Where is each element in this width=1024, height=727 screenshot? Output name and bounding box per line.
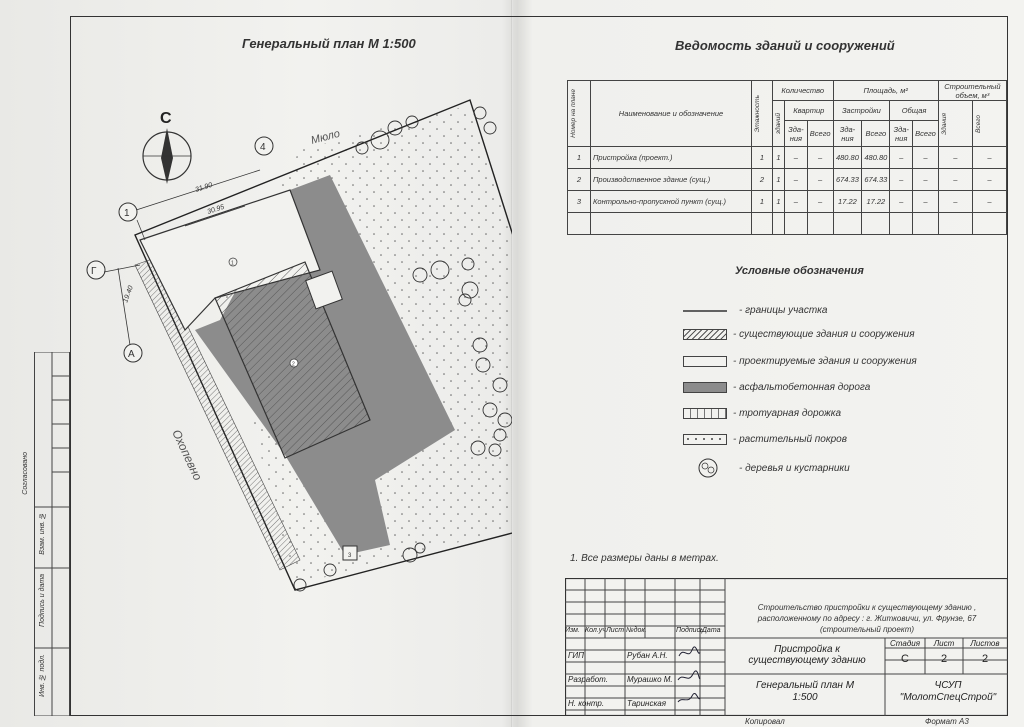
sheets-value: 2 <box>981 653 989 665</box>
row-floors: 2 <box>752 169 773 191</box>
vegetation-swatch <box>683 434 727 445</box>
copied-label: Копировал <box>745 717 785 726</box>
axis-4: 4 <box>260 142 266 153</box>
dev-role: Разработ. <box>568 675 608 684</box>
project-name: Строительство пристройки к существующему зданию , расположенному по адресу : г. Житковичи, ул. Фрунзе, 67 (строительный проект) <box>757 603 977 634</box>
col-floors-header: Этажность <box>754 94 761 133</box>
sub-total-header: Общая <box>890 101 939 121</box>
table-row-empty <box>568 213 1007 235</box>
h-doc: №док. <box>626 627 647 634</box>
table-row <box>568 147 1007 169</box>
dim-left: 19.40 <box>122 284 135 304</box>
object-name: Пристройка к существующему зданию <box>748 644 866 666</box>
legend-vegetation <box>683 432 847 446</box>
legend-trees-label: - деревья и кустарники <box>739 462 850 474</box>
row-built-vsego: 17.22 <box>862 191 890 213</box>
row-floors: 1 <box>752 147 773 169</box>
row-vol-building: – <box>938 191 972 213</box>
signatures <box>676 644 701 704</box>
legend-projected-label: - проектируемые здания и сооружения <box>733 355 917 367</box>
legend-title: Условные обозначения <box>735 265 864 277</box>
north-arrow <box>143 128 191 184</box>
right-title: Ведомость зданий и сооружений <box>675 38 895 53</box>
legend-existing-label: - существующие здания и сооружения <box>733 328 915 340</box>
existing-swatch <box>683 329 727 340</box>
table-row <box>568 169 1007 191</box>
row-name: Производственное здание (сущ.) <box>591 169 752 191</box>
row-apt-vsego: – <box>807 147 833 169</box>
row-apt-zdaniya: – <box>785 147 808 169</box>
plan-marker-3: 3 <box>348 553 352 559</box>
area-group-header: Площадь, м² <box>833 81 938 101</box>
plan-marker-2: 2 <box>292 361 295 368</box>
side-vzam-label: Взам. инв. № <box>39 512 46 555</box>
row-vol-total: – <box>972 147 1006 169</box>
sub-built-header: Застройки <box>833 101 890 121</box>
apt-zdaniya: Зда-ния <box>785 121 808 147</box>
row-apt-vsego: – <box>807 191 833 213</box>
title-block <box>565 578 1008 716</box>
built-zdaniya: Зда-ния <box>833 121 862 147</box>
row-vol-total: – <box>972 191 1006 213</box>
row-built-vsego: 480.80 <box>862 147 890 169</box>
volume-group-header: Строительный объем, м³ <box>938 81 1006 101</box>
format-label: Формат А3 <box>925 717 969 726</box>
row-built-zdaniya: 17.22 <box>833 191 862 213</box>
legend-road-label: - асфальтобетонная дорога <box>733 381 871 393</box>
table-row <box>568 191 1007 213</box>
row-total-zdaniya: – <box>890 147 913 169</box>
side-inv-label: Инв. № подл. <box>39 654 46 697</box>
axis-1: 1 <box>124 208 130 219</box>
row-floors: 1 <box>752 191 773 213</box>
street-top-label: Мюло <box>309 127 342 147</box>
north-label: С <box>160 110 172 127</box>
street-left-label: Охопевно <box>169 427 205 483</box>
row-apt-vsego: – <box>807 169 833 191</box>
row-total-vsego: – <box>913 147 939 169</box>
row-qty: 1 <box>773 169 785 191</box>
gip-name: Рубан А.Н. <box>627 651 668 660</box>
legend-road <box>683 380 870 394</box>
drawing-name: Генеральный план М 1:500 <box>755 680 855 703</box>
row-apt-zdaniya: – <box>785 169 808 191</box>
sub-apts-header: Квартир <box>785 101 834 121</box>
h-date: Дата <box>702 627 721 634</box>
legend-sidewalk-label: - тротуарная дорожка <box>733 407 842 419</box>
h-izm: Изм. <box>565 627 580 634</box>
row-total-zdaniya: – <box>890 169 913 191</box>
ctrl-name: Таринская <box>627 699 666 708</box>
row-total-vsego: – <box>913 169 939 191</box>
site-plan <box>0 60 512 660</box>
col-name-header: Наименование и обозначение <box>591 81 752 147</box>
stage-value: С <box>901 653 909 665</box>
legend-sidewalk <box>683 406 841 420</box>
total-zdaniya: Зда-ния <box>890 121 913 147</box>
row-built-vsego: 674.33 <box>862 169 890 191</box>
col-num-header: Номер на плане <box>570 89 577 138</box>
row-number: 1 <box>568 147 591 169</box>
left-title: Генеральный план М 1:500 <box>242 36 416 51</box>
built-vsego: Всего <box>862 121 890 147</box>
legend-projected <box>683 354 917 368</box>
row-name: Контрольно-пропускной пункт (сущ.) <box>591 191 752 213</box>
h-sign: Подпись <box>676 627 704 634</box>
row-total-zdaniya: – <box>890 191 913 213</box>
note: 1. Все размеры даны в метрах. <box>570 553 719 564</box>
legend-vegetation-label: - растительный покров <box>733 433 847 445</box>
row-vol-total: – <box>972 169 1006 191</box>
dim-top2: 30.95 <box>206 203 226 216</box>
stage-header: Стадия <box>890 639 920 648</box>
projected-swatch <box>683 356 727 367</box>
row-vol-building: – <box>938 147 972 169</box>
sheet-value: 2 <box>940 653 948 665</box>
axis-g: Г <box>91 266 97 277</box>
plan-marker-1: 1 <box>231 260 234 267</box>
h-list: Лист <box>606 627 625 634</box>
row-number: 3 <box>568 191 591 213</box>
axis-a: А <box>128 349 135 360</box>
row-apt-zdaniya: – <box>785 191 808 213</box>
row-total-vsego: – <box>913 191 939 213</box>
h-kol: Кол.уч <box>585 627 606 634</box>
total-vsego: Всего <box>913 121 939 147</box>
boundary-swatch <box>683 305 733 316</box>
row-built-zdaniya: 674.33 <box>833 169 862 191</box>
dev-name: Мурашко М. <box>627 675 673 684</box>
dim-top: 31.90 <box>194 181 214 194</box>
row-qty: 1 <box>773 191 785 213</box>
vol-building-header: Здания <box>940 112 948 135</box>
sheets-header: Листов <box>970 639 1000 648</box>
sidewalk-swatch <box>683 408 727 419</box>
legend-existing <box>683 327 915 341</box>
sheet-header: Лист <box>933 639 955 648</box>
road-swatch <box>683 382 727 393</box>
side-agreed-label: Согласовано <box>22 452 29 495</box>
row-name: Пристройка (проект.) <box>591 147 752 169</box>
tree-icon <box>683 457 733 479</box>
row-built-zdaniya: 480.80 <box>833 147 862 169</box>
legend-boundary <box>683 303 827 317</box>
row-vol-building: – <box>938 169 972 191</box>
gip-role: ГИП <box>568 651 584 660</box>
apt-vsego: Всего <box>807 121 833 147</box>
vol-total-header: Всего <box>974 114 982 133</box>
ctrl-role: Н. контр. <box>568 699 605 708</box>
buildings-table <box>567 80 1007 235</box>
organization: ЧСУП "МолотСпецСтрой" <box>899 680 997 703</box>
row-number: 2 <box>568 169 591 191</box>
row-qty: 1 <box>773 147 785 169</box>
legend-boundary-label: - границы участка <box>739 304 828 316</box>
qty-group-header: Количество <box>773 81 834 101</box>
side-sign-label: Подпись и дата <box>39 574 46 627</box>
legend-trees <box>683 461 850 475</box>
sub-buildings-header: зданий <box>775 113 782 134</box>
